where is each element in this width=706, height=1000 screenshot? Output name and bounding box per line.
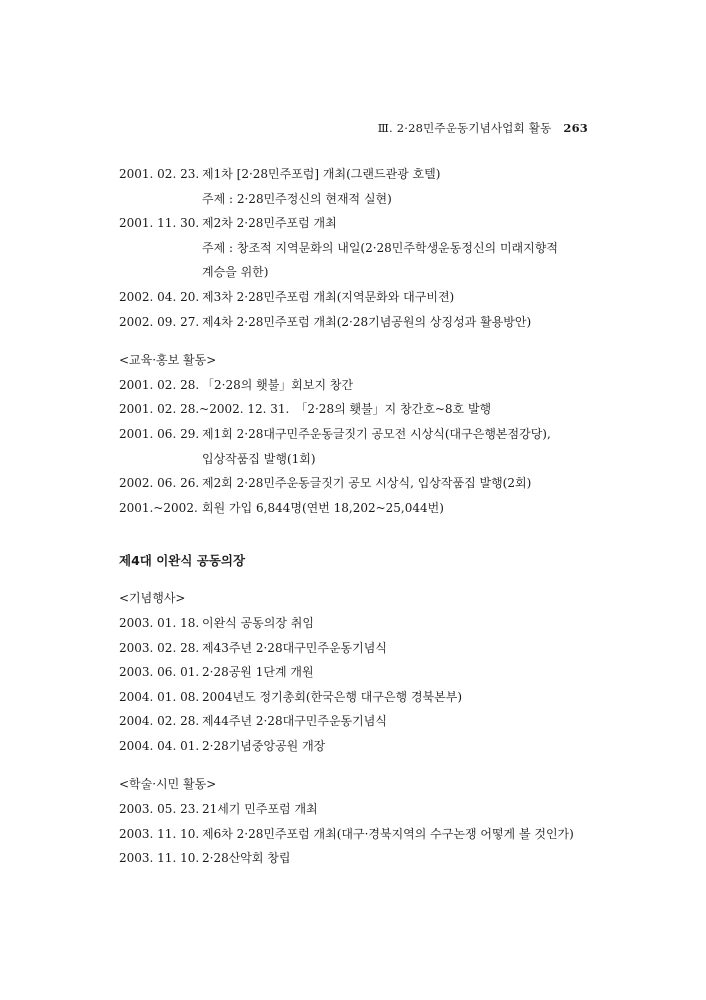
entry-text: 2·28공원 1단계 개원 xyxy=(202,665,314,680)
entry-date: 2001. 02. 28.~2002. 12. 31. xyxy=(119,402,290,417)
entry-date: 2001. 02. 28. xyxy=(119,377,200,392)
page-header xyxy=(378,120,588,136)
list-item xyxy=(119,162,609,187)
entry-date: 2004. 02. 28. xyxy=(119,714,200,729)
memorial-list xyxy=(119,611,609,759)
entry-date: 2003. 11. 10. xyxy=(119,826,200,841)
entry-date: 2003. 06. 01. xyxy=(119,665,200,680)
entry-continuation: 입상작품집 발행(1회) xyxy=(202,451,316,466)
list-item xyxy=(119,373,609,398)
entry-date: 2003. 11. 10. xyxy=(119,851,200,866)
entry-date: 2003. 05. 23. xyxy=(119,802,200,817)
entry-date: 2002. 06. 26. xyxy=(119,476,200,491)
entry-text: 회원 가입 6,844명(연번 18,202~25,044번) xyxy=(202,500,444,515)
section-title-memorial: <기념행사> xyxy=(119,591,186,606)
entry-text: 제6차 2·28민주포럼 개최(대구·경북지역의 수구논쟁 어떻게 볼 것인가) xyxy=(202,826,574,841)
section-title-education: <교육·홍보 활동> xyxy=(119,353,217,368)
education-list xyxy=(119,373,609,521)
list-item xyxy=(119,471,609,496)
list-item xyxy=(119,285,609,310)
entry-date: 2004. 01. 08. xyxy=(119,689,200,704)
entry-text: 제43주년 2·28대구민주운동기념식 xyxy=(202,640,387,655)
academic-list xyxy=(119,797,609,871)
entry-text: 「2·28의 횃불」회보지 창간 xyxy=(202,377,354,392)
page-content xyxy=(119,162,609,871)
entry-text: 「2·28의 횃불」지 창간호~8호 발행 xyxy=(295,402,492,417)
list-item xyxy=(119,310,609,335)
list-item xyxy=(119,422,609,447)
entry-text: 이완식 공동의장 취임 xyxy=(202,615,314,630)
list-item xyxy=(119,496,609,521)
entry-date: 2004. 04. 01. xyxy=(119,738,200,753)
entry-date: 2001. 02. 23. xyxy=(119,167,200,181)
running-title: Ⅲ. 2·28민주운동기념사업회 활동 xyxy=(377,121,552,135)
entry-text: 2·28산악회 창립 xyxy=(202,851,291,866)
entry-text: 2·28기념중앙공원 개장 xyxy=(202,738,326,753)
entry-date: 2001. 06. 29. xyxy=(119,426,200,441)
entry-date: 2003. 02. 28. xyxy=(119,640,200,655)
entry-text: 제44주년 2·28대구민주운동기념식 xyxy=(202,714,387,729)
list-item xyxy=(119,660,609,685)
forum-list xyxy=(119,162,609,334)
section-heading: 제4대 이완식 공동의장 xyxy=(119,553,246,569)
entry-date: 2002. 09. 27. xyxy=(119,314,200,329)
section-title-academic: <학술·시민 활동> xyxy=(119,777,217,792)
entry-date: 2001.~2002. xyxy=(119,500,198,515)
entry-continuation: 계승을 위한) xyxy=(202,265,269,280)
entry-text: 제4차 2·28민주포럼 개최(2·28기념공원의 상징성과 활용방안) xyxy=(202,314,532,329)
entry-text: 제1차 [2·28민주포럼] 개최(그랜드관광 호텔) xyxy=(202,167,441,181)
entry-text: 21세기 민주포럼 개최 xyxy=(202,802,318,817)
entry-text: 제3차 2·28민주포럼 개최(지역문화와 대구비젼) xyxy=(202,289,455,304)
list-item xyxy=(119,846,609,871)
entry-date: 2002. 04. 20. xyxy=(119,289,200,304)
entry-text: 2004년도 정기총회(한국은행 대구은행 경북본부) xyxy=(202,689,463,704)
entry-text: 제1회 2·28대구민주운동글짓기 공모전 시상식(대구은행본점강당), xyxy=(202,426,551,441)
entry-date: 2003. 01. 18. xyxy=(119,615,200,630)
list-item xyxy=(119,709,609,734)
page-number: 263 xyxy=(563,121,588,135)
list-item xyxy=(119,211,609,236)
list-item xyxy=(119,685,609,710)
list-item xyxy=(119,611,609,636)
list-item xyxy=(119,797,609,822)
list-item xyxy=(119,822,609,847)
entry-date: 2001. 11. 30. xyxy=(119,216,200,231)
entry-text: 제2회 2·28민주운동글짓기 공모 시상식, 입상작품집 발행(2회) xyxy=(202,476,532,491)
list-item xyxy=(119,636,609,661)
entry-continuation: 주제 : 창조적 지역문화의 내일(2·28민주학생운동정신의 미래지향적 xyxy=(202,240,558,255)
entry-continuation: 주제 : 2·28민주정신의 현재적 실현) xyxy=(202,191,392,206)
entry-text: 제2차 2·28민주포럼 개최 xyxy=(202,216,337,231)
list-item xyxy=(119,734,609,759)
list-item xyxy=(119,397,609,422)
